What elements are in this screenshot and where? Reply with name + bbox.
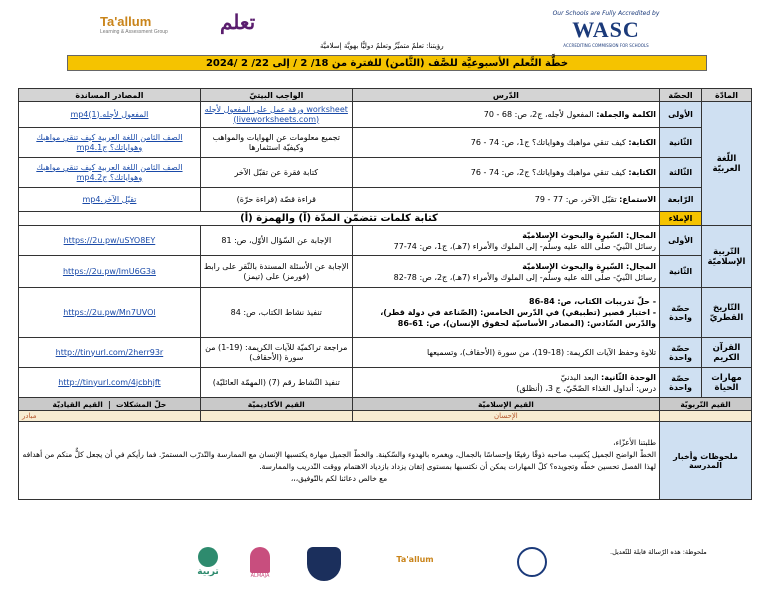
homework-text: تجميع معلومات عن الهوايات والمواهب وكيفيّة استثمارها: [200, 128, 352, 158]
col-homework: الواجب البيتيّ: [200, 89, 352, 102]
lesson-sub: البعد البدنيّ: [560, 372, 599, 382]
values-tag-initiative: مبادر: [19, 411, 201, 422]
session-cell: الثّالثة: [660, 158, 702, 188]
notes-greeting: طلبتنا الأعزّاء،: [613, 437, 657, 447]
lesson-heading: الكتابة:: [628, 138, 657, 147]
session-cell: حصّة واحدة: [660, 338, 702, 368]
resource-link[interactable]: المفعول لأجله.mp4(1): [19, 102, 201, 128]
values-empty: [660, 411, 752, 422]
spelling-text: كتابة كلمات تتضمّن المدّة (آ) والهمزة (أ): [19, 212, 660, 226]
homework-text: مراجعة تراكميّة للآيات الكريمة: (19-1) من سورة (الأحقاف): [200, 338, 352, 368]
school-vision: رؤيتنا: تعلمٌ متميِّزٌ وتعلمُ دوليًّا بهويَّة إسلاميَّة: [320, 42, 444, 50]
values-leadership-cell: حلّ المشكلات | القيم القياديّة: [19, 398, 201, 411]
table-row: [19, 188, 752, 212]
table-row: [19, 338, 752, 368]
values-academic: القيم الأكاديميّة: [200, 398, 352, 411]
lesson-heading: الكتابة:: [628, 168, 657, 177]
lesson-cell: [352, 128, 659, 158]
lesson-heading: الوحدة الثّانية:: [601, 372, 657, 382]
session-cell: الأولى: [660, 102, 702, 128]
table-row: [19, 256, 752, 288]
values-tag-row: [19, 411, 752, 422]
lesson-heading: المجال: السّيرة والبحوث الإسلاميّة: [522, 261, 657, 271]
wasc-logo: [536, 10, 676, 48]
resource-link[interactable]: http://tinyurl.com/2herr93r: [19, 338, 201, 368]
tarbeya-logo-text: تربية: [197, 567, 219, 577]
session-cell: حصّة واحدة: [660, 368, 702, 398]
homework-text: الإجابة عن الأسئلة المسندة بالنّقر على رابط (فورمز) على (تيمز): [200, 256, 352, 288]
table-header-row: [19, 89, 752, 102]
spelling-row: [19, 212, 752, 226]
homework-text: قراءة قصّة (قراءة حرّة): [200, 188, 352, 212]
lesson-line: - حلّ تدريبات الكتاب، ص: 84-86: [529, 297, 657, 306]
session-cell: حصّة واحدة: [660, 288, 702, 338]
lesson-text: رسائل النّبيّ- صلّى الله عليه وسلّم- إلى الملوك والأمراء (7هـ)، ج1، ص: 74-77: [393, 241, 657, 251]
lesson-text: كيف تنقي مواهبك وهواياتك؟ ج2، ص: 74 - 76: [470, 168, 626, 177]
notes-closing: مع خالص دعائنا لكم بالتّوفيق،،،: [290, 473, 388, 483]
values-tag-academic: [200, 411, 352, 422]
table-row: [19, 226, 752, 256]
lesson-cell: [352, 102, 659, 128]
table-row: [19, 288, 752, 338]
lesson-text: درس: أنداول الغذاء الصّحّيّ، ج 3، (أنظلق): [516, 383, 657, 393]
homework-link[interactable]: worksheet ورقة عمل على المفعول لأجله (liveworksheets.com): [200, 102, 352, 128]
lesson-heading: الاستماع:: [619, 195, 657, 204]
notes-text: الخطّ الواضح الجميل يُكسِب صاحبه ذوقًا رفيعًا وإحساسًا بالجمال، ويغمره بالهدوء والسّكينة. والخطّ الجميل مهارة يكتسبها الإنسان مع الممارسة والتّدرّب المستمرّ. فما رأيكم في أن يجعل كلٌّ منكم من أهدافه لهذا الفصل تحسين خطّه وتجويده؟ كلّ المهارات يمكن أن نكتسبها بمستوى إتقان يزداد بازدياد الاهتمام ووقت التّدريب والممارسة.: [22, 449, 657, 471]
weekly-plan-table: [18, 88, 752, 500]
subject-quran: القرآن الكريم: [702, 338, 752, 368]
homework-text: الإجابة عن السّؤال الأوّل، ص: 81: [200, 226, 352, 256]
resource-link[interactable]: الصف الثامن اللغة العربية كيف تنقي مواهبك وهواياتك؟ ج2.mp4: [19, 158, 201, 188]
taallum-logo-arabic: تعلم: [220, 12, 256, 34]
homework-text: تنفيذ نشاط الكتاب، ص: 84: [200, 288, 352, 338]
resource-link[interactable]: https://2u.pw/uSYO8EY: [19, 226, 201, 256]
lesson-cell: [352, 158, 659, 188]
lesson-text: كيف تنقي مواهبك وهواياتك؟ ج1، ص: 74 - 76: [470, 138, 626, 147]
lesson-text: المفعول لأجله، ج2، ص: 68 - 70: [483, 110, 594, 119]
values-leadership: القيم القياديّة: [52, 399, 103, 409]
wasc-sub: ACCREDITING COMMISSION FOR SCHOOLS: [563, 43, 649, 48]
resource-link[interactable]: تقبّل الآخر.mp4: [19, 188, 201, 212]
resource-link[interactable]: http://tinyurl.com/4jcbhjft: [19, 368, 201, 398]
lesson-cell: [352, 256, 659, 288]
values-tag-ihsan: الإحسان: [352, 411, 659, 422]
taallum-logo-text: Ta'allum: [100, 14, 152, 29]
homework-text: كتابة فقرة عن تقبّل الآخر: [200, 158, 352, 188]
crest-logo: [305, 547, 343, 581]
resource-link[interactable]: https://2u.pw/ImU6G3a: [19, 256, 201, 288]
table-row: [19, 368, 752, 398]
lesson-cell: [352, 188, 659, 212]
wasc-name: WASC: [572, 17, 640, 42]
resource-link[interactable]: https://2u.pw/Mn7UVOl: [19, 288, 201, 338]
taallum-logo: [100, 12, 256, 35]
values-header-row: [19, 398, 752, 411]
page-footer: [0, 545, 768, 590]
notes-row: [19, 422, 752, 500]
subject-life-skills: مهارات الحياة: [702, 368, 752, 398]
col-lesson: الدّرس: [352, 89, 659, 102]
page-header: [0, 8, 768, 54]
notes-label: ملحوظات وأخبار المدرسة: [660, 422, 752, 500]
footer-note: ملحوظة: هذه الرّسالة قابلة للتّعديل.: [610, 548, 707, 556]
lesson-text: رسائل النّبيّ- صلّى الله عليه وسلّم- إلى الملوك والأمراء (7هـ)، ج2، ص: 78-82: [393, 272, 657, 282]
plan-title: خطَّة التَّعلم الأسبوعيَّة للصَّف (الثَّامن) للفترة من 18/ 2 / إلى 22/ 2 /2024: [67, 55, 707, 71]
lesson-cell: [352, 288, 659, 338]
col-resources: المصادر المساندة: [19, 89, 201, 102]
taallum-footer-logo: Ta'allum: [396, 555, 434, 564]
session-cell: الأولى: [660, 226, 702, 256]
subject-history: التّاريخ القطريّ: [702, 288, 752, 338]
table-row: [19, 158, 752, 188]
lesson-cell: تلاوة وحفظ الآيات الكريمة: (18-19)، من سورة (الأحقاف)، وتسميعها: [352, 338, 659, 368]
subject-arabic: اللّغة العربيّة: [702, 102, 752, 226]
subject-islamic: التّربية الإسلاميّة: [702, 226, 752, 288]
resource-link[interactable]: الصف الثامن اللغة العربية كيف تنقي مواهبك وهواياتك؟ ج1.mp4: [19, 128, 201, 158]
lesson-cell: [352, 368, 659, 398]
lesson-line: - اختبار قصير (تطبيقي) في الدّرس الخامس: (الصّناعة في دولة قطر)، والدّرس السّادس: (المصادر الأساسيّة لحقوق الإنسان)، ص: 61-86: [380, 308, 657, 328]
homework-text: تنفيذ النّشاط رقم (7) (المهمّة العائليّة): [200, 368, 352, 398]
spelling-label: الإملاء: [660, 212, 702, 226]
almaja-logo-text: ALMAJA: [250, 573, 270, 579]
values-problem-solving: حلّ المشكلات: [115, 399, 167, 409]
tarbeya-logo: [188, 547, 228, 577]
taallum-logo-sub: Learning & Assessment Group: [100, 29, 168, 35]
lesson-text: تقبّل الآخر، ص: 77 - 79: [534, 195, 617, 204]
col-session: الحصّة: [660, 89, 702, 102]
lesson-heading: الكلمة والجملة:: [596, 110, 657, 119]
notes-body: [19, 422, 660, 500]
table-row: [19, 102, 752, 128]
session-cell: الثّانية: [660, 128, 702, 158]
almaja-logo: [240, 547, 280, 579]
session-cell: الرّابعة: [660, 188, 702, 212]
lesson-heading: المجال: السّيرة والبحوث الإسلاميّة: [522, 230, 657, 240]
values-educational: القيم التّربويّة: [660, 398, 752, 411]
wasc-footer-logo: [512, 547, 552, 577]
values-islamic: القيم الإسلاميّة: [352, 398, 659, 411]
table-row: [19, 128, 752, 158]
wasc-tagline: Our Schools are Fully Accredited by: [552, 10, 660, 17]
session-cell: الثّانية: [660, 256, 702, 288]
col-subject: المادّة: [702, 89, 752, 102]
lesson-cell: [352, 226, 659, 256]
